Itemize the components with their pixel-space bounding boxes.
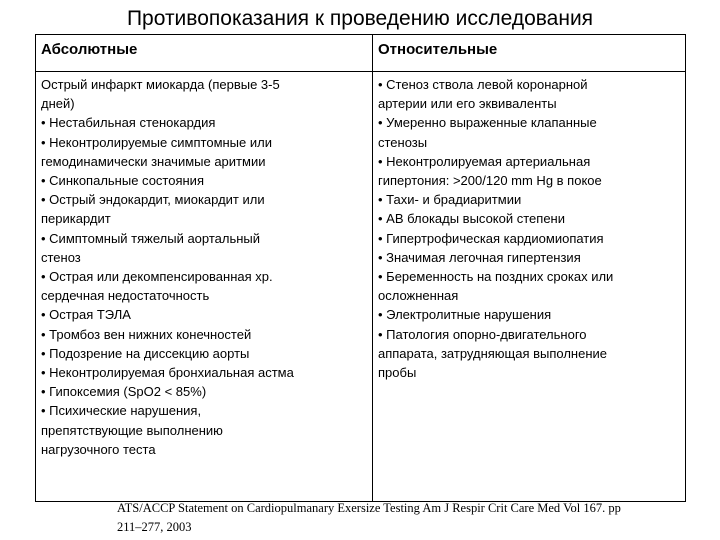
contraindications-table [35, 34, 686, 502]
list-line: • Стеноз ствола левой коронарной [378, 77, 588, 92]
list-line: аппарата, затрудняющая выполнение [378, 345, 608, 361]
list-line: • Острая или декомпенсированная хр. [41, 269, 273, 285]
list-line: • Острая ТЭЛА [41, 307, 131, 323]
list-line: артерии или его эквиваленты [378, 96, 557, 112]
list-line: • Патология опорно-двигательного [378, 326, 587, 342]
list-line: перикардит [41, 211, 111, 227]
list-line: гипертония: >200/120 mm Hg в покое [378, 173, 602, 189]
list-line: • Неконтролируемые симптомные или [41, 134, 272, 150]
citation-line: ATS/ACCP Statement on Cardiopulmanary Exersize Testing Am J Respir Crit Care Med Vol 167. pp [117, 501, 621, 515]
list-line: • АВ блокады высокой степени [378, 211, 565, 227]
list-line: • Симптомный тяжелый аортальный [41, 230, 261, 246]
page-title: Противопоказания к проведению исследования [126, 7, 594, 30]
list-line: стенозы [378, 134, 428, 150]
citation [117, 499, 697, 537]
list-line: пробы [378, 365, 417, 381]
list-line: • Беременность на поздних сроках или [378, 269, 614, 285]
list-line: • Умеренно выраженные клапанные [378, 115, 597, 131]
list-line: • Гипоксемия (SpO2 < 85%) [41, 384, 207, 400]
absolute-contraindications-cell [36, 72, 373, 502]
list-line: сердечная недостаточность [41, 288, 210, 304]
list-line: • Электролитные нарушения [378, 307, 552, 323]
list-line: осложненная [378, 288, 459, 304]
list-line: • Синкопальные состояния [41, 173, 204, 189]
list-line: • Тахи- и брадиаритмии [378, 192, 522, 208]
list-line: • Острый эндокардит, миокардит или [41, 192, 265, 208]
list-line: • Нестабильная стенокардия [41, 115, 216, 131]
list-line: препятствующие выполнению [41, 422, 223, 438]
list-line: стеноз [41, 249, 81, 265]
citation-line: 211–277, 2003 [117, 520, 192, 534]
relative-contraindications-cell [373, 72, 686, 502]
table-row [36, 72, 686, 502]
list-line: • Неконтролируемая артериальная [378, 153, 591, 169]
list-line: гемодинамически значимые аритмии [41, 153, 266, 169]
list-line: • Значимая легочная гипертензия [378, 249, 581, 265]
list-line: • Психические нарушения, [41, 403, 202, 419]
column-header-relative: Относительные [373, 35, 686, 72]
list-line: • Тромбоз вен нижних конечностей [41, 326, 252, 342]
list-line: • Гипертрофическая кардиомиопатия [378, 230, 604, 246]
list-line: • Подозрение на диссекцию аорты [41, 345, 250, 361]
list-line: • Неконтролируемая бронхиальная астма [41, 365, 294, 381]
column-header-absolute: Абсолютные [36, 35, 373, 72]
list-line: дней) [41, 96, 75, 112]
list-line: Острый инфаркт миокарда (первые 3-5 [41, 77, 280, 92]
list-line: нагрузочного теста [41, 441, 156, 457]
table-header-row [36, 35, 686, 72]
